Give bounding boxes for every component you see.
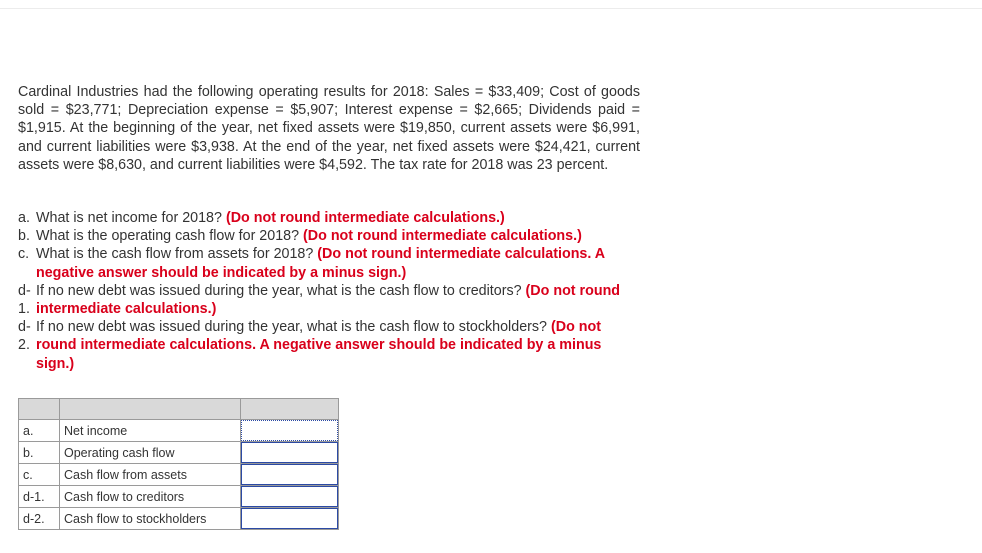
row-label: a. bbox=[19, 420, 60, 442]
operating-cash-flow-input[interactable] bbox=[241, 442, 338, 463]
row-name: Cash flow to stockholders bbox=[60, 508, 241, 530]
row-name: Cash flow to creditors bbox=[60, 486, 241, 508]
question-sublabel: 2. bbox=[18, 337, 30, 354]
table-header-row bbox=[19, 399, 339, 420]
question-text: What is the cash flow from assets for 2018? bbox=[36, 246, 318, 263]
question-label: a. bbox=[18, 210, 30, 226]
table-row bbox=[19, 464, 339, 486]
question-sublabel: 1. bbox=[18, 301, 30, 317]
cash-flow-from-assets-input[interactable] bbox=[241, 464, 338, 485]
question-b bbox=[18, 227, 640, 245]
question-text: What is net income for 2018? bbox=[36, 210, 226, 226]
question-text: If no new debt was issued during the year, what is the cash flow to creditors? bbox=[36, 282, 526, 299]
question-c bbox=[18, 245, 640, 281]
question-text: What is the operating cash flow for 2018? bbox=[36, 228, 304, 245]
question-note: (Do not round intermediate calculations. A negative answer should be indicated by a minus sign.) bbox=[36, 319, 602, 372]
problem-statement: Cardinal Industries had the following operating results for 2018: Sales = $33,409; Cost of goods sold = $23,771; Depreciation expense = $5,907; Interest expense = $2,665; Dividends paid = $1,915. At the beginning of the year, net fixed assets were $19,850, current assets were $6,991, and current liabilities were $3,938. At the end of the year, net fixed assets were $24,421, current assets were $8,630, and current liabilities were $4,592. The tax rate for 2018 was 23 percent. bbox=[18, 84, 640, 173]
question-list bbox=[18, 209, 640, 373]
row-name: Net income bbox=[60, 420, 241, 442]
net-income-input[interactable] bbox=[241, 420, 338, 441]
table-row bbox=[19, 420, 339, 442]
question-text: If no new debt was issued during the year, what is the cash flow to stockholders? bbox=[36, 319, 551, 336]
cash-flow-to-stockholders-input[interactable] bbox=[241, 508, 338, 529]
question-note: (Do not round intermediate calculations. A negative answer should be indicated by a minus sign.) bbox=[36, 246, 605, 281]
question-note: (Do not round intermediate calculations.) bbox=[36, 282, 621, 318]
question-d1 bbox=[18, 282, 640, 318]
row-label: d-1. bbox=[19, 486, 60, 508]
table-row bbox=[19, 442, 339, 464]
question-label: d- bbox=[18, 319, 31, 336]
row-name: Operating cash flow bbox=[60, 442, 241, 464]
cash-flow-to-creditors-input[interactable] bbox=[241, 486, 338, 507]
row-name: Cash flow from assets bbox=[60, 464, 241, 486]
row-label: c. bbox=[19, 464, 60, 486]
question-label: b. bbox=[18, 228, 30, 245]
question-a bbox=[18, 209, 640, 227]
question-note: (Do not round intermediate calculations.) bbox=[225, 210, 505, 226]
question-d2 bbox=[18, 318, 640, 373]
row-label: d-2. bbox=[19, 508, 60, 530]
question-label: c. bbox=[18, 246, 30, 263]
table-row bbox=[19, 486, 339, 508]
row-label: b. bbox=[19, 442, 60, 464]
answer-table bbox=[18, 398, 339, 530]
table-row bbox=[19, 508, 339, 530]
top-divider bbox=[0, 8, 982, 9]
question-label: d- bbox=[18, 282, 31, 299]
question-note: (Do not round intermediate calculations.) bbox=[303, 228, 582, 245]
